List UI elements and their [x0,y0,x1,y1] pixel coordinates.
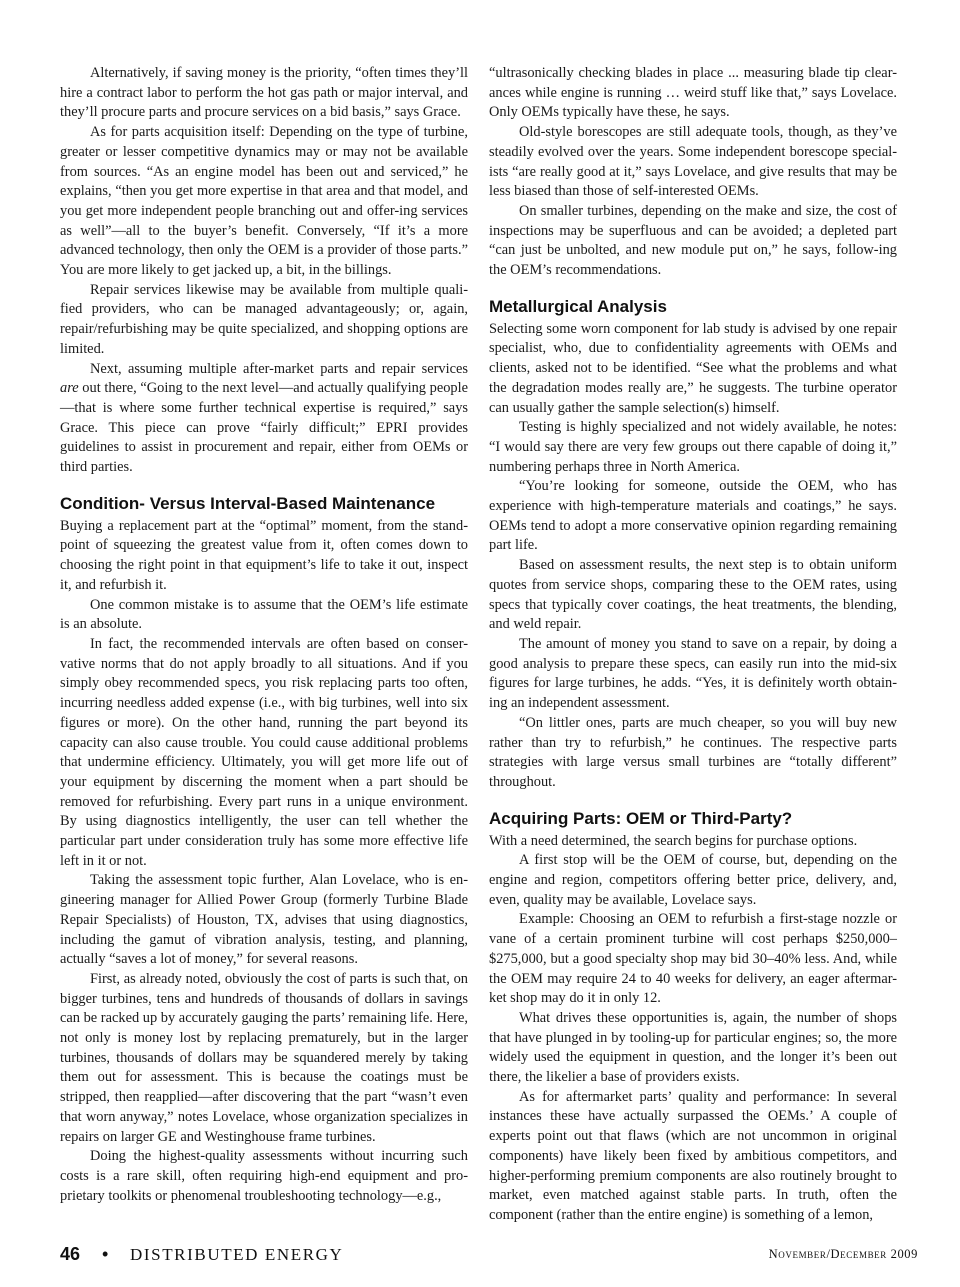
body-paragraph: What drives these opportunities is, again, the number of shops that have plunged in by tooling-up for particular engines; so, the more widely used the equipment in question, and the longer it’s been out there, the likelier a base of providers exists. [489,1009,897,1086]
body-paragraph: Repair services likewise may be available from multiple quali-fied providers, who can be managed advantageously; or, again, repair/refurbishing may be quite specialized, and shopping options are limited. [60,281,468,357]
left-column [60,64,468,1206]
body-paragraph: First, as already noted, obviously the cost of parts is such that, on bigger turbines, tens and hundreds of thousands of dollars in savings can be racked up by accurately gauging the parts’ remaining life. Here, not only is money lost by replacing prematurely, but in the larger turbines, thousands of dollars may be squandered merely by taking them out for assessment. This is because the coatings must be stripped, then reapplied—after discovering that the part “wasn’t even that worn anyway,” notes Lovelace, whose organization specializes in repairs on larger GE and Westinghouse frame turbines. [60,970,468,1145]
issue-date: November/December 2009 [768,1247,918,1261]
page-footer [60,1244,918,1266]
body-paragraph: “ultrasonically checking blades in place ... measuring blade tip clear-ances while engine is running … weird stuff like that,” says Lovelace. Only OEMs typically have these, he says. [489,65,897,121]
body-paragraph: Based on assessment results, the next step is to obtain uniform quotes from service shops, comparing these to the OEM rates, using specs that typically cover coatings, the heat treatments, the blending, and weld repair. [489,557,897,633]
body-paragraph: As for aftermarket parts’ quality and performance: In several instances these have actually surpassed the OEMs.’ A couple of experts point out that flaws (which are not uncommon in original components) have likely been fixed by ambitious competitors, and higher-performing premium components are also routinely brought to market, even matched against stable parts. In truth, often the component (rather than the entire engine) is something of a lemon, [489,1088,897,1223]
body-paragraph: One common mistake is to assume that the OEM’s life estimate is an absolute. [60,596,468,633]
section-heading-metallurgical: Metallurgical Analysis [489,296,667,316]
body-paragraph: On smaller turbines, depending on the make and size, the cost of inspections may be superfluous and can be avoided; a depleted part “can just be unbolted, and new module put on,” he says, follow-ing the OEM’s recommendations. [489,202,897,279]
body-paragraph: As for parts acquisition itself: Depending on the type of turbine, greater or lesser competitive dynamics may or may not be available from sources. “As an engine model has been out and serviced,” he explains, “then you get more expertise in that area and that model, and you get more independent people branching out and offer-ing services as well”—all to the buyer’s benefit. Conversely, “If it’s a more advanced technology, then only the OEM is a provider of those parts.” You are more likely to get jacked up, a bit, in the billings. [60,124,468,279]
section-heading-acquiring: Acquiring Parts: OEM or Third-Party? [489,808,793,828]
body-paragraph: A first stop will be the OEM of course, but, depending on the engine and region, competitors offering better price, delivery, and, even, quality may be available, Lovelace says. [489,852,897,908]
body-paragraph: The amount of money you stand to save on a repair, by doing a good analysis to prepare these specs, can easily run into the mid-six figures for large turbines, he adds. “Yes, it is definitely worth obtain-ing an independent assessment. [489,635,897,712]
text-run: out there, “Going to the next level—and actually qualifying people—that is where some further technical expertise is required,” says Grace. This piece can prove “fairly difficult;” EPRI provides guidelines to assist in procurement and repair, either from OEMs or third parties. [60,380,468,476]
body-paragraph: Selecting some worn component for lab study is advised by one repair specialist, who, due to confidentiality agreements with OEMs and clients, asked not to be identified. “See what the problems and what the degradation modes really are,” he suggests. The turbine operator can usually gather the sample selection(s) himself. [489,320,897,416]
section-heading-condition: Condition- Versus Interval-Based Maintenance [60,493,436,513]
emphasis-text: are [60,380,79,397]
body-paragraph: With a need determined, the search begins for purchase options. [489,832,858,849]
page-number: 46 [60,1244,81,1264]
magazine-title: DISTRIBUTED ENERGY [130,1245,344,1264]
body-paragraph: “On littler ones, parts are much cheaper, so you will buy new rather than try to refurbish,” he continues. The respective parts strategies with large versus small turbines are “totally different” throughout. [489,714,897,790]
body-paragraph: Old-style borescopes are still adequate tools, though, as they’ve steadily evolved over the years. Some independent borescope special-ists “are really good at it,” says Lovelace, and give results that may be less biased than those of self-interested OEMs. [489,124,897,200]
body-paragraph [60,360,468,478]
body-paragraph: Buying a replacement part at the “optimal” moment, from the stand-point of squeezing the greatest value from it, often comes down to choosing the right point in that equipment’s life to take it out, inspect it, and refurbish it. [60,517,468,593]
body-paragraph: “You’re looking for someone, outside the OEM, who has experience with high-temperature materials and coatings,” he says. OEMs tend to adopt a more conservative opinion regarding remaining part life. [489,478,897,554]
body-paragraph: Taking the assessment topic further, Alan Lovelace, who is en-gineering manager for Allied Power Group (formerly Turbine Blade Repair Specialists) of Houston, TX, advises that using diagnostics, including the gamut of vibration analysis, testing, and planning, actually “saves a lot of money,” for several reasons. [60,872,468,968]
body-paragraph: Doing the highest-quality assessments without incurring such costs is a rare skill, often requiring high-end equipment and pro-prietary toolkits or phenomenal troubleshooting technology—e.g., [60,1148,468,1204]
text-run: Next, assuming multiple after-market parts and repair services [90,360,468,377]
body-paragraph: In fact, the recommended intervals are often based on conser-vative norms that do not apply broadly to all situations. And if you simply obey recommended specs, you risk replacing parts too often, incurring needless added expense (i.e., with big turbines, well into six figures or more). On the other hand, running the part beyond its capacity can also cause trouble. You could cause additional problems that undermine efficiency. Ultimately, you will get more life out of your equipment by discerning the moment when a part should be removed for refurbishing. Every part runs in a unique environment. By using diagnostics intelligently, the user can tell whether the particular part under consideration truly has some more effective life left in it or not. [60,635,468,869]
body-paragraph: Alternatively, if saving money is the priority, “often times they’ll hire a contract labor to perform the hot gas path or major interval, and they’ll procure parts and procure services on a bid basis,” says Grace. [60,65,468,121]
body-paragraph: Testing is highly specialized and not widely available, he notes: “I would say there are very few groups out there capable of doing it,” numbering perhaps three in North America. [489,419,897,475]
body-paragraph: Example: Choosing an OEM to refurbish a first-stage nozzle or vane of a certain prominent turbine will cost perhaps $250,000–$275,000, but a good specialty shop may bid 30–40% less. And, while the OEM may require 24 to 40 weeks for delivery, an eager aftermar-ket shop may do it in only 12. [489,911,897,1007]
footer-bullet: • [102,1244,109,1264]
right-column [489,64,897,1226]
